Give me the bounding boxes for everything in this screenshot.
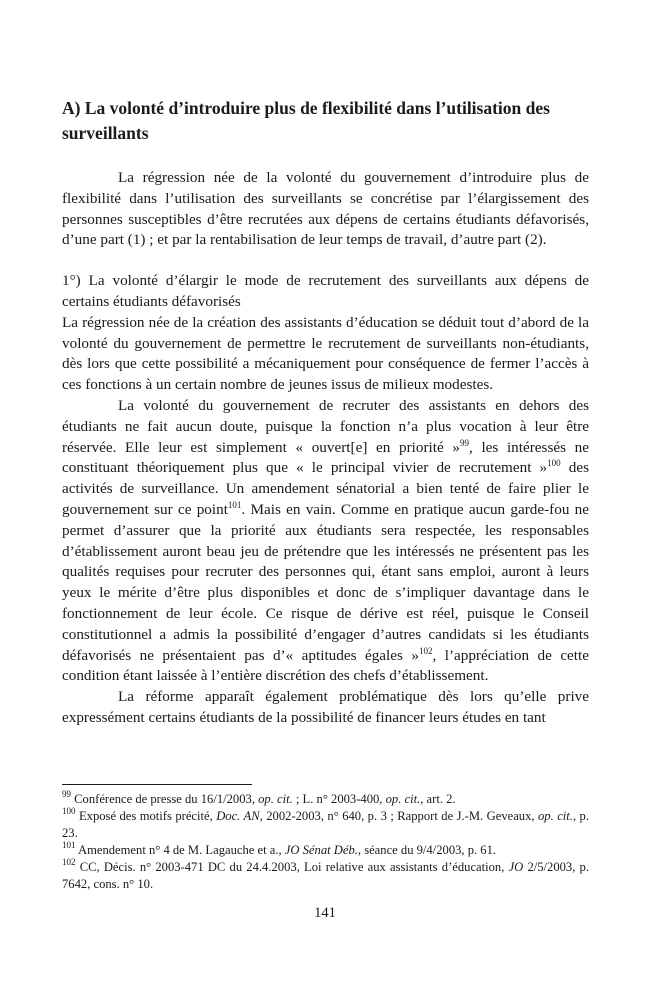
paragraph-1: La régression née de la création des assistants d’éducation se déduit tout d’abord de la volonté du gouvernement de permettre le recrutement de surveillants non-étudiants, dès lors que cette possibilité a mécaniquement pour conséquence de fermer l’accès à ces fonctions à un certain nombre de jeunes issus de milieux modestes. xyxy=(62,313,589,394)
page-body xyxy=(62,96,589,729)
paragraph-3: La réforme apparaît également problématique dès lors qu’elle prive expressément certains étudiants de la possibilité de financer leurs études en tant xyxy=(62,688,589,726)
paragraph-2-text-d: . Mais en vain. Comme en pratique aucun garde-fou ne permet d’assurer que la priorité aux étudiants sera respectée, les responsables d’établissement auront beau jeu de prétendre que les intéressés ne présentent pas les qualités requises pour recruter des personnes qui, étant sans emploi, auront à leurs yeux le mérite d’être plus disponibles et donc de s’impliquer davantage dans le fonctionnement de leur école. Ce risque de dérive est réel, puisque le Conseil constitutionnel a admis la possibilité d’engager d’autres candidats si les étudiants défavorisés ne présentaient pas d’« aptitudes égales » xyxy=(62,500,590,664)
intro-paragraph: La régression née de la volonté du gouvernement d’introduire plus de flexibilité dans l’utilisation des surveillants se concrétise par l’élargissement des personnes susceptibles d’être recrutées aux dépens de certains étudiants défavorisés, d’une part (1) ; et par la rentabilisation de leur temps de travail, d’autre part (2). xyxy=(62,169,589,249)
footnotes xyxy=(62,784,589,893)
footnote-101: $^{101}$ Amendement n° 4 de M. Lagauche et a., JO Sénat Déb., séance du 9/4/2003, p. 61. xyxy=(62,840,497,857)
footnote-ref-99: 99 xyxy=(459,437,469,448)
footnote-ref-102: 102 xyxy=(418,645,433,656)
footnote-divider xyxy=(62,784,252,785)
paragraph-2-text-a: La volonté du gouvernement de recruter des assistants en dehors des étudiants ne fait aucun doute, puisque la fonction n’a plus vocation à leur être réservée. Elle leur est simplement « ouvert[e] en priorité » xyxy=(62,396,589,456)
paragraph-2-text-e: , l’appréciation de cette condition étant laissée à l’entière discrétion des chefs d’établissement. xyxy=(62,646,589,685)
paragraph-2 xyxy=(62,396,589,687)
page-number: 141 xyxy=(314,905,336,921)
footnote-100: $^{100}$ Exposé des motifs précité, Doc. AN, 2002-2003, n° 640, p. 3 ; Rapport de J.-M. Geveaux, op. cit., p. 23. xyxy=(62,806,589,840)
footnote-102: $^{102}$ CC, Décis. n° 2003-471 DC du 24.4.2003, Loi relative aux assistants d’éducation, JO 2/5/2003, p. 7642, cons. n° 10. xyxy=(62,857,590,891)
subsection-heading: 1°) La volonté d’élargir le mode de recrutement des surveillants aux dépens de certains étudiants défavorisés xyxy=(62,272,589,310)
footnote-ref-100: 100 xyxy=(547,458,561,469)
section-heading: A) La volonté d’introduire plus de flexibilité dans l’utilisation des surveillants xyxy=(62,98,550,143)
paragraph-2-text-c: des activités de surveillance. Un amendement sénatorial a bien tenté de faire plier le gouvernement sur ce point xyxy=(62,459,589,518)
footnote-ref-101: 101 xyxy=(227,499,242,510)
footnote-99: $^{99}$ Conférence de presse du 16/1/2003, op. cit. ; L. n° 2003-400, op. cit., art. 2. xyxy=(62,789,456,806)
paragraph-2-text-b: , les intéressés ne constituant théoriquement plus que « le principal vivier de recrutement » xyxy=(62,438,589,477)
